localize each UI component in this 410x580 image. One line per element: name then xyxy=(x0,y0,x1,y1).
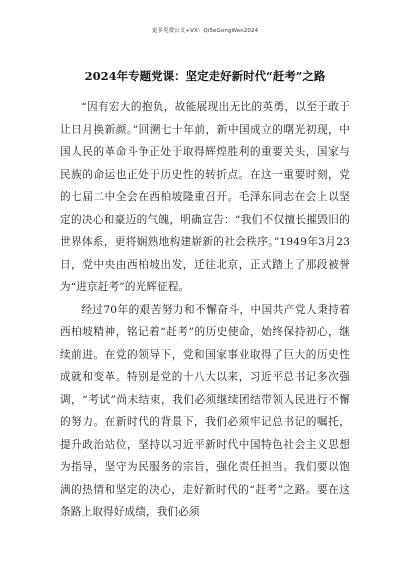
document-title: 2024年专题党课：坚定走好新时代“赶考”之路 xyxy=(84,69,326,83)
body-paragraph-1: “因有宏大的抱负，故能展现出无比的英勇，以至于敢于让日月换新颜。”回溯七十年前，新中国成立的曙光初现，中国人民的革命斗争正处于取得辉煌胜利的重要关头，国家与民族的命运也正处于历史性的转折点。在这一重要时刻，党的七届二中全会在西柏坡隆重召开。毛泽东同志在会上以坚定的决心和豪迈的气魄，明确宣告：“我们不仅擅长摧毁旧的世界体系，更将娴熟地构建崭新的社会秩序。”1949年3月23日，党中央由西柏坡出发，迁往北京，正式踏上了那段被誉为“进京赶考”的光辉征程。 xyxy=(60,101,350,293)
header-promo-note: 更多免费公文+VX：Qi5eGongWen2024 xyxy=(151,28,259,34)
body-paragraph-2: 经过70年的艰苦努力和不懈奋斗，中国共产党人秉持着西柏坡精神，铭记着“赶考”的历史使命，始终保持初心，继续前进。在党的领导下，党和国家事业取得了巨大的历史性成就和变革。特别是党的十八大以来，习近平总书记多次强调，“考试”尚未结束，我们必须继续团结带领人民进行不懈的努力。在新时代的背景下，我们必须牢记总书记的嘱托，提升政治站位，坚持以习近平新时代中国特色社会主义思想为指导，坚守为民服务的宗旨，强化责任担当。我们要以饱满的热情和坚定的决心，走好新时代的“赶考”之路。要在这条路上取得好成绩，我们必须 xyxy=(60,303,350,518)
